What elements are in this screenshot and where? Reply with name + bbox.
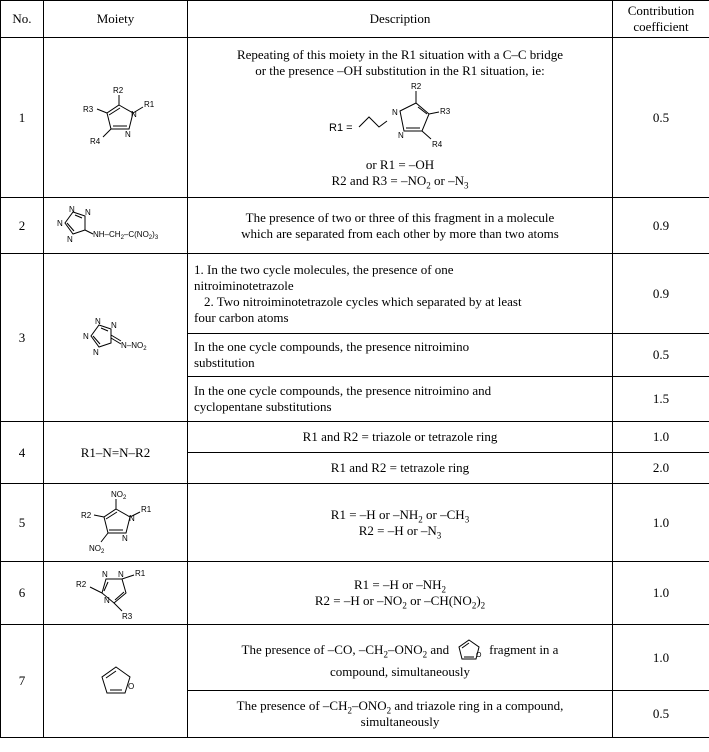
table-row	[1, 484, 709, 562]
label-r2: R2	[112, 85, 123, 95]
desc-line: R1 = –H or $-NH_2$ or $-CH_3$	[330, 506, 470, 525]
description-cell	[188, 691, 613, 738]
label-n: N	[94, 316, 101, 326]
row-number: 3	[1, 254, 44, 422]
desc-line: simultaneously	[360, 714, 440, 729]
description-cell	[188, 254, 613, 334]
label-n: N	[68, 204, 75, 214]
tetrazole-amine-structure	[51, 204, 181, 248]
label-n2: N	[124, 129, 131, 139]
label-n: N	[103, 596, 110, 605]
coefficient-cell: 2.0	[613, 453, 709, 484]
label-n: N	[128, 513, 135, 523]
table-row	[1, 422, 709, 453]
desc-line: The presence of –CO, $-CH_2-ONO_2$ and O fragment in a	[194, 636, 606, 664]
furan-inline-icon	[453, 636, 485, 664]
label-n: N	[84, 207, 91, 217]
coefficient-cell: 0.5	[613, 334, 709, 377]
label-n: N	[101, 570, 108, 579]
label-r1-eq: R1 =	[329, 121, 353, 134]
label-r3: R3	[82, 104, 93, 114]
table-row	[1, 562, 709, 625]
coefficient-cell: 0.9	[613, 198, 709, 254]
coefficient-cell: 1.0	[613, 562, 709, 625]
row-number: 1	[1, 38, 44, 198]
coefficient-cell: 0.5	[613, 38, 709, 198]
description-cell: R1 and R2 = triazole or tetrazole ring	[188, 422, 613, 453]
desc-line: or the presence –OH substitution in the R1 situation, ie:	[255, 62, 545, 78]
header-contribution-coefficient	[613, 1, 709, 38]
desc-line: substitution	[194, 355, 255, 370]
label-n: N	[110, 320, 117, 330]
label-n: N	[117, 570, 124, 579]
row-number: 7	[1, 625, 44, 738]
coefficient-cell: 1.0	[613, 484, 709, 562]
label-r1: R1	[140, 504, 151, 514]
label-r2: R2	[75, 580, 86, 589]
desc-line: R2 and $R3 = -NO_2$ or $-N_3$	[331, 172, 469, 191]
moiety-cell	[44, 625, 188, 738]
description-cell	[188, 38, 613, 198]
moiety-cell	[44, 198, 188, 254]
label-n: N	[92, 347, 99, 357]
coefficient-cell: 0.9	[613, 254, 709, 334]
coefficient-cell: 0.5	[613, 691, 709, 738]
pyrazole-structure	[71, 83, 161, 153]
desc-line: which are separated from each other by more than two atoms	[241, 225, 559, 241]
description-cell	[188, 484, 613, 562]
table-row	[1, 198, 709, 254]
header-coef-line2: coefficient	[633, 19, 689, 34]
label-r4: R4	[89, 136, 100, 146]
furan-structure	[86, 659, 146, 703]
label-n-no2: $N-NO_2$	[120, 340, 147, 352]
label-r1: R1	[143, 99, 154, 109]
moiety-cell	[44, 562, 188, 625]
inset-n1: N	[392, 107, 398, 117]
label-r3: R3	[121, 612, 132, 621]
label-nh-ch2: $NH-CH_2-C(NO_2)_3$	[92, 229, 158, 241]
row-number: 2	[1, 198, 44, 254]
row-number: 6	[1, 562, 44, 625]
table-row	[1, 38, 709, 198]
label-no2-top: $NO_2$	[110, 489, 126, 501]
desc-line: In the one cycle compounds, the presence nitroimino and	[194, 383, 492, 398]
desc-line: The presence of two or three of this fragment in a molecule	[245, 209, 555, 225]
desc-line: Repeating of this moiety in the R1 situation with a C–C bridge	[236, 46, 564, 62]
coefficient-cell: 1.0	[613, 625, 709, 691]
moiety-formula: R1–N=N–R2	[44, 422, 188, 484]
desc-line: R2 = –H or $-N_3$	[358, 522, 442, 541]
moiety-cell	[44, 254, 188, 422]
desc-line: four carbon atoms	[194, 309, 289, 325]
row-number: 5	[1, 484, 44, 562]
triazole-structure	[66, 565, 166, 621]
label-n: N	[121, 533, 128, 543]
description-cell	[188, 562, 613, 625]
nitroiminotetrazole-structure	[71, 313, 161, 363]
description-cell	[188, 625, 613, 691]
description-cell	[188, 377, 613, 422]
desc-line: cyclopentane substitutions	[194, 399, 332, 414]
moiety-cell	[44, 484, 188, 562]
label-r2: R2	[80, 510, 91, 520]
inset-r3: R3	[440, 106, 451, 116]
desc-line: R1 = –H or $-NH_2$	[354, 577, 446, 595]
label-n: N	[56, 218, 63, 228]
label-o: O	[476, 651, 482, 659]
label-n: N	[82, 331, 89, 341]
desc-line: or R1 = –OH	[365, 156, 435, 172]
desc-line: 1. In the two cycle molecules, the presence of one	[194, 261, 454, 277]
desc-line: 2. Two nitroiminotetrazole cycles which separated by at least	[204, 293, 522, 309]
header-no: No.	[1, 1, 44, 38]
inset-n2: N	[398, 130, 404, 140]
label-no2-bottom: $NO_2$	[88, 543, 104, 555]
label-n: N	[66, 234, 73, 244]
label-r1: R1	[134, 569, 145, 578]
desc-line: nitroiminotetrazole	[194, 277, 294, 293]
table-row	[1, 254, 709, 334]
coefficient-cell: 1.5	[613, 377, 709, 422]
inset-r4: R4	[432, 139, 443, 149]
dinitropyrazole-structure	[71, 487, 161, 559]
r1-bridge-structure	[325, 81, 475, 157]
header-moiety: Moiety	[44, 1, 188, 38]
coefficient-cell: 1.0	[613, 422, 709, 453]
description-cell	[188, 334, 613, 377]
row-number: 4	[1, 422, 44, 484]
desc-line: R2 = –H or $-NO_2$ or $-CH(NO_2)_2$	[314, 593, 486, 611]
label-o: O	[127, 682, 134, 691]
desc-line: compound, simultaneously	[329, 663, 471, 679]
desc-line: In the one cycle compounds, the presence nitroimino	[194, 339, 470, 354]
description-cell	[188, 198, 613, 254]
header-description: Description	[188, 1, 613, 38]
inset-r2: R2	[411, 81, 422, 91]
moiety-cell	[44, 38, 188, 198]
table-row	[1, 625, 709, 691]
description-cell: R1 and R2 = tetrazole ring	[188, 453, 613, 484]
header-coef-line1: Contribution	[627, 3, 695, 18]
desc-line: The presence of $-CH_2-ONO_2$ and triazole ring in a compound,	[236, 698, 564, 716]
label-n1: N	[130, 109, 137, 119]
